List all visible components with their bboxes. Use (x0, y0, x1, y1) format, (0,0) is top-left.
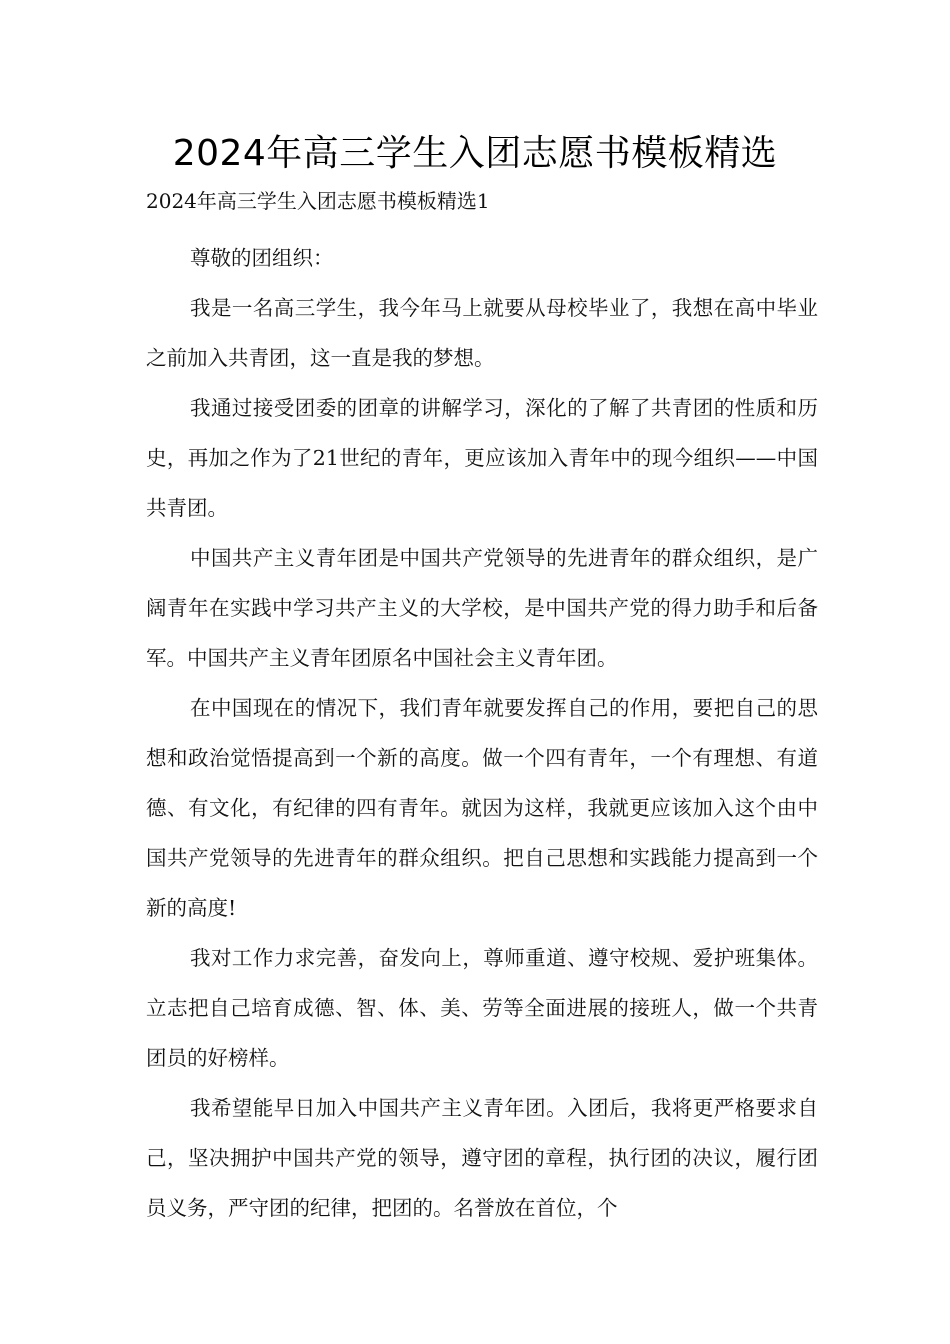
paragraph: 中国共产主义青年团是中国共产党领导的先进青年的群众组织，是广阔青年在实践中学习共产主义的大学校，是中国共产党的得力助手和后备军。中国共产主义青年团原名中国社会主义青年团。 (146, 546, 818, 670)
document-body (146, 233, 818, 1233)
paragraph: 我通过接受团委的团章的讲解学习，深化的了解了共青团的性质和历史，再加之作为了21世纪的青年，更应该加入青年中的现今组织——中国共青团。 (146, 396, 818, 520)
paragraph: 在中国现在的情况下，我们青年就要发挥自己的作用，要把自己的思想和政治觉悟提高到一个新的高度。做一个四有青年，一个有理想、有道德、有文化，有纪律的四有青年。就因为这样，我就更应该加入这个由中国共产党领导的先进青年的群众组织。把自己思想和实践能力提高到一个新的高度! (146, 696, 818, 920)
paragraph: 我对工作力求完善，奋发向上，尊师重道、遵守校规、爱护班集体。立志把自己培育成德、智、体、美、劳等全面进展的接班人，做一个共青团员的好榜样。 (146, 946, 818, 1070)
document-subtitle: 2024年高三学生入团志愿书模板精选1 (146, 189, 490, 213)
paragraph: 我希望能早日加入中国共产主义青年团。入团后，我将更严格要求自己，坚决拥护中国共产党的领导，遵守团的章程，执行团的决议，履行团员义务，严守团的纪律，把团的。名誉放在首位，个 (146, 1096, 818, 1220)
document-title: 2024年高三学生入团志愿书模板精选 (172, 133, 778, 174)
paragraph: 我是一名高三学生，我今年马上就要从母校毕业了，我想在高中毕业之前加入共青团，这一直是我的梦想。 (146, 296, 818, 370)
greeting: 尊敬的团组织： (190, 246, 334, 270)
